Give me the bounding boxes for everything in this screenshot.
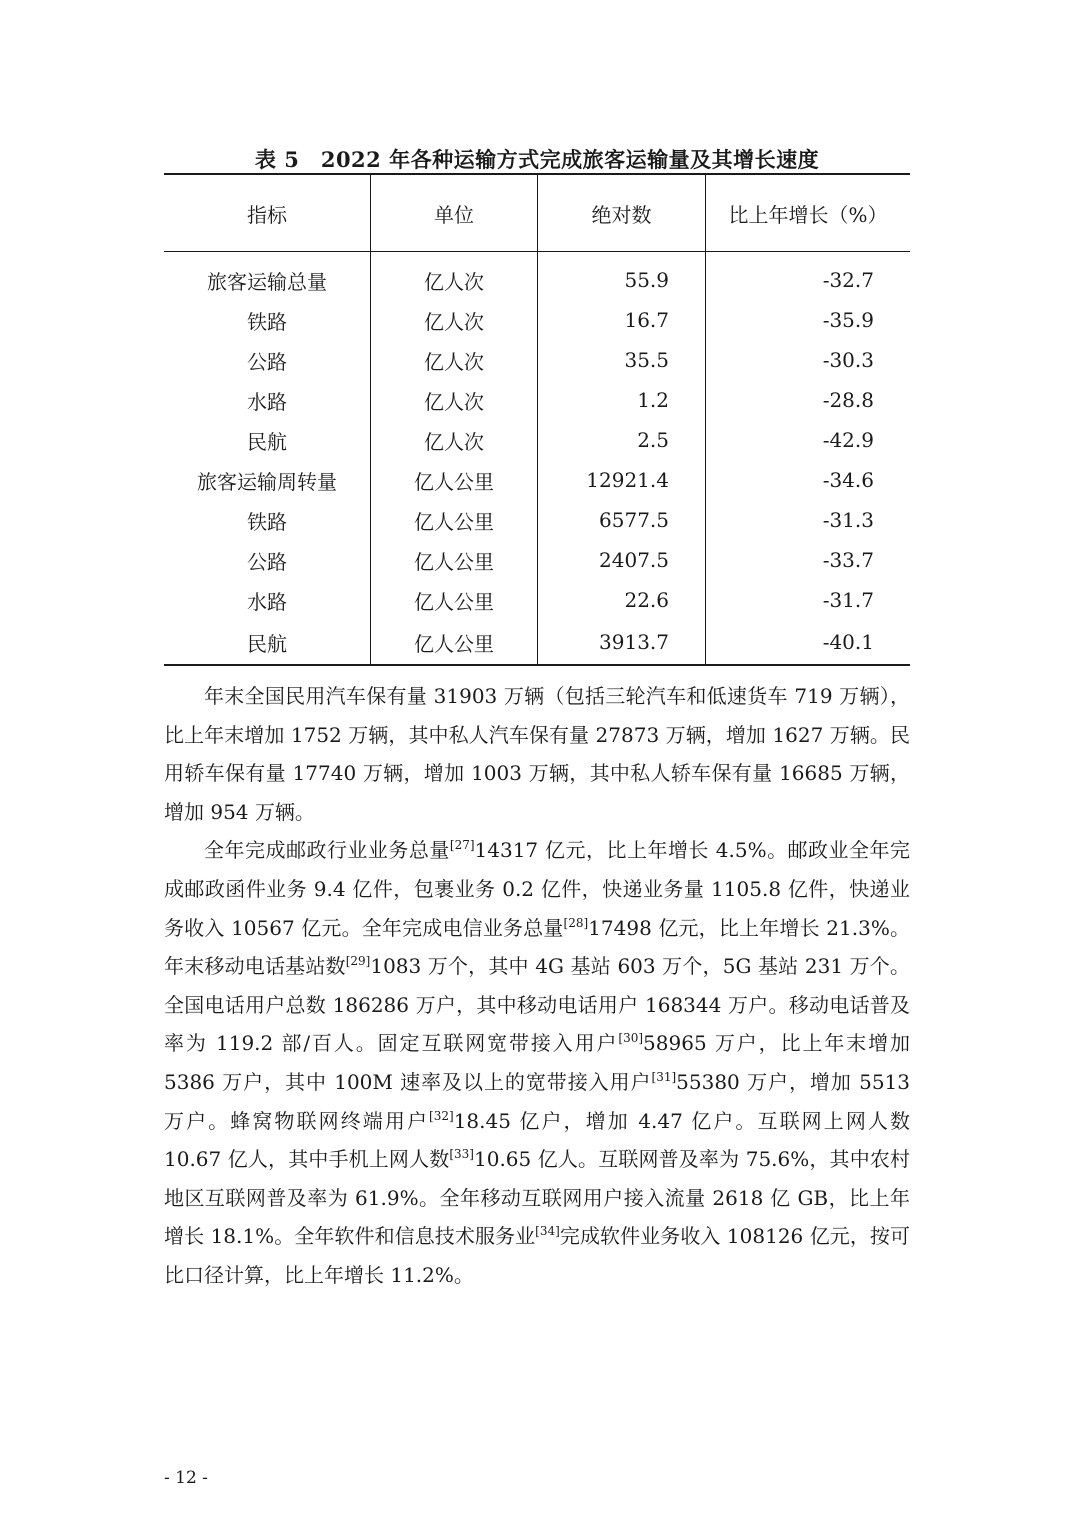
cell-growth: -35.9 bbox=[822, 308, 874, 332]
table-header-row bbox=[164, 174, 910, 252]
header-unit: 单位 bbox=[371, 174, 538, 252]
header-indicator: 指标 bbox=[164, 174, 371, 252]
cell-unit: 亿人公里 bbox=[371, 500, 538, 540]
cell-growth: -42.9 bbox=[822, 428, 874, 452]
cell-value: 22.6 bbox=[538, 580, 706, 620]
cell-indicator: 水路 bbox=[164, 380, 371, 420]
body-text bbox=[164, 677, 910, 1295]
cell-unit: 亿人公里 bbox=[371, 540, 538, 580]
cell-growth: -34.6 bbox=[822, 468, 874, 492]
table-title: 表 5 2022 年各种运输方式完成旅客运输量及其增长速度 bbox=[254, 147, 820, 172]
cell-indicator: 旅客运输周转量 bbox=[164, 460, 371, 500]
paragraph-postal-telecom bbox=[164, 831, 910, 1294]
table-row bbox=[164, 460, 910, 500]
table-row bbox=[164, 540, 910, 580]
footnote-ref-31[interactable]: [31] bbox=[651, 1069, 677, 1084]
cell-indicator: 铁路 bbox=[164, 500, 371, 540]
cell-unit: 亿人次 bbox=[371, 380, 538, 420]
cell-indicator: 铁路 bbox=[164, 300, 371, 340]
cell-indicator: 公路 bbox=[164, 340, 371, 380]
cell-value: 55.9 bbox=[538, 252, 706, 301]
cell-indicator: 旅客运输总量 bbox=[164, 252, 371, 301]
cell-value: 2.5 bbox=[538, 420, 706, 460]
text-run: 17498 亿元，比上年增长 21.3%。年末移动电话基站数 bbox=[164, 915, 910, 979]
cell-unit: 亿人次 bbox=[371, 300, 538, 340]
header-absolute-value: 绝对数 bbox=[538, 174, 706, 252]
table-row bbox=[164, 500, 910, 540]
cell-value: 1.2 bbox=[538, 380, 706, 420]
cell-value: 16.7 bbox=[538, 300, 706, 340]
cell-unit: 亿人公里 bbox=[371, 580, 538, 620]
cell-growth: -28.8 bbox=[822, 388, 874, 412]
table-row bbox=[164, 420, 910, 460]
footnote-ref-33[interactable]: [33] bbox=[449, 1147, 474, 1162]
cell-unit: 亿人次 bbox=[371, 340, 538, 380]
table-row bbox=[164, 300, 910, 340]
text-run: 58965 万户，比上年末增加 5386 万户，其中 100M 速率及以上的宽带接入用户 bbox=[164, 1031, 910, 1094]
text-run: 1083 万个，其中 4G 基站 603 万个，5G 基站 231 万个。全国电话用户总数 186286 万户，其中移动电话用户 168344 万户。移动电话普及率为 119.2 部/百人。固定互联网宽带接入用户 bbox=[164, 954, 910, 1056]
cell-growth: -40.1 bbox=[822, 630, 874, 654]
table-row bbox=[164, 620, 910, 665]
footnote-ref-30[interactable]: [30] bbox=[618, 1031, 644, 1046]
table-row bbox=[164, 252, 910, 301]
page-number: - 12 - bbox=[164, 1468, 208, 1488]
text-run: 全年完成邮政行业业务总量 bbox=[204, 838, 450, 863]
cell-unit: 亿人次 bbox=[371, 252, 538, 301]
header-growth: 比上年增长（%） bbox=[728, 202, 888, 227]
footnote-ref-34[interactable]: [34] bbox=[535, 1224, 560, 1239]
cell-unit: 亿人公里 bbox=[371, 620, 538, 665]
cell-value: 2407.5 bbox=[538, 540, 706, 580]
footnote-ref-32[interactable]: [32] bbox=[429, 1108, 454, 1123]
cell-value: 35.5 bbox=[538, 340, 706, 380]
cell-indicator: 公路 bbox=[164, 540, 371, 580]
cell-value: 12921.4 bbox=[538, 460, 706, 500]
table-row bbox=[164, 380, 910, 420]
cell-indicator: 水路 bbox=[164, 580, 371, 620]
cell-unit: 亿人公里 bbox=[371, 460, 538, 500]
table-row bbox=[164, 340, 910, 380]
cell-growth: -32.7 bbox=[822, 268, 874, 292]
cell-growth: -31.7 bbox=[822, 588, 874, 612]
cell-growth: -30.3 bbox=[822, 348, 874, 372]
text-run: 10.65 亿人。互联网普及率为 75.6%，其中农村地区互联网普及率为 61.9%。全年移动互联网用户接入流量 2618 亿 GB，比上年增长 18.1%。全年软件和信息技术服务业 bbox=[164, 1147, 910, 1249]
cell-indicator: 民航 bbox=[164, 620, 371, 665]
footnote-ref-28[interactable]: [28] bbox=[563, 915, 589, 930]
cell-unit: 亿人次 bbox=[371, 420, 538, 460]
passenger-transport-table bbox=[164, 173, 910, 666]
cell-indicator: 民航 bbox=[164, 420, 371, 460]
paragraph-vehicles: 年末全国民用汽车保有量 31903 万辆（包括三轮汽车和低速货车 719 万辆），比上年末增加 1752 万辆，其中私人汽车保有量 27873 万辆，增加 1627 万辆。民用轿车保有量 17740 万辆，增加 1003 万辆，其中私人轿车保有量 16685 万辆，增加 954 万辆。 bbox=[164, 684, 910, 824]
table-row bbox=[164, 580, 910, 620]
cell-growth: -33.7 bbox=[822, 548, 874, 572]
cell-value: 3913.7 bbox=[538, 620, 706, 665]
cell-value: 6577.5 bbox=[538, 500, 706, 540]
text-run: 55380 万户，增加 5513 万户。蜂窝物联网终端用户 bbox=[164, 1069, 910, 1133]
footnote-ref-29[interactable]: [29] bbox=[345, 954, 371, 969]
text-run: 14317 亿元，比上年增长 4.5%。邮政业全年完成邮政函件业务 9.4 亿件，包裹业务 0.2 亿件，快递业务量 1105.8 亿件，快递业务收入 10567 亿元。全年完成电信业务总量 bbox=[164, 838, 911, 940]
text-run: 18.45 亿户，增加 4.47 亿户。互联网上网人数 10.67 亿人，其中手机上网人数 bbox=[164, 1108, 911, 1172]
footnote-ref-27[interactable]: [27] bbox=[449, 838, 475, 853]
cell-growth: -31.3 bbox=[822, 508, 874, 532]
text-run: 完成软件业务收入 108126 亿元，按可比口径计算，比上年增长 11.2%。 bbox=[164, 1224, 910, 1287]
